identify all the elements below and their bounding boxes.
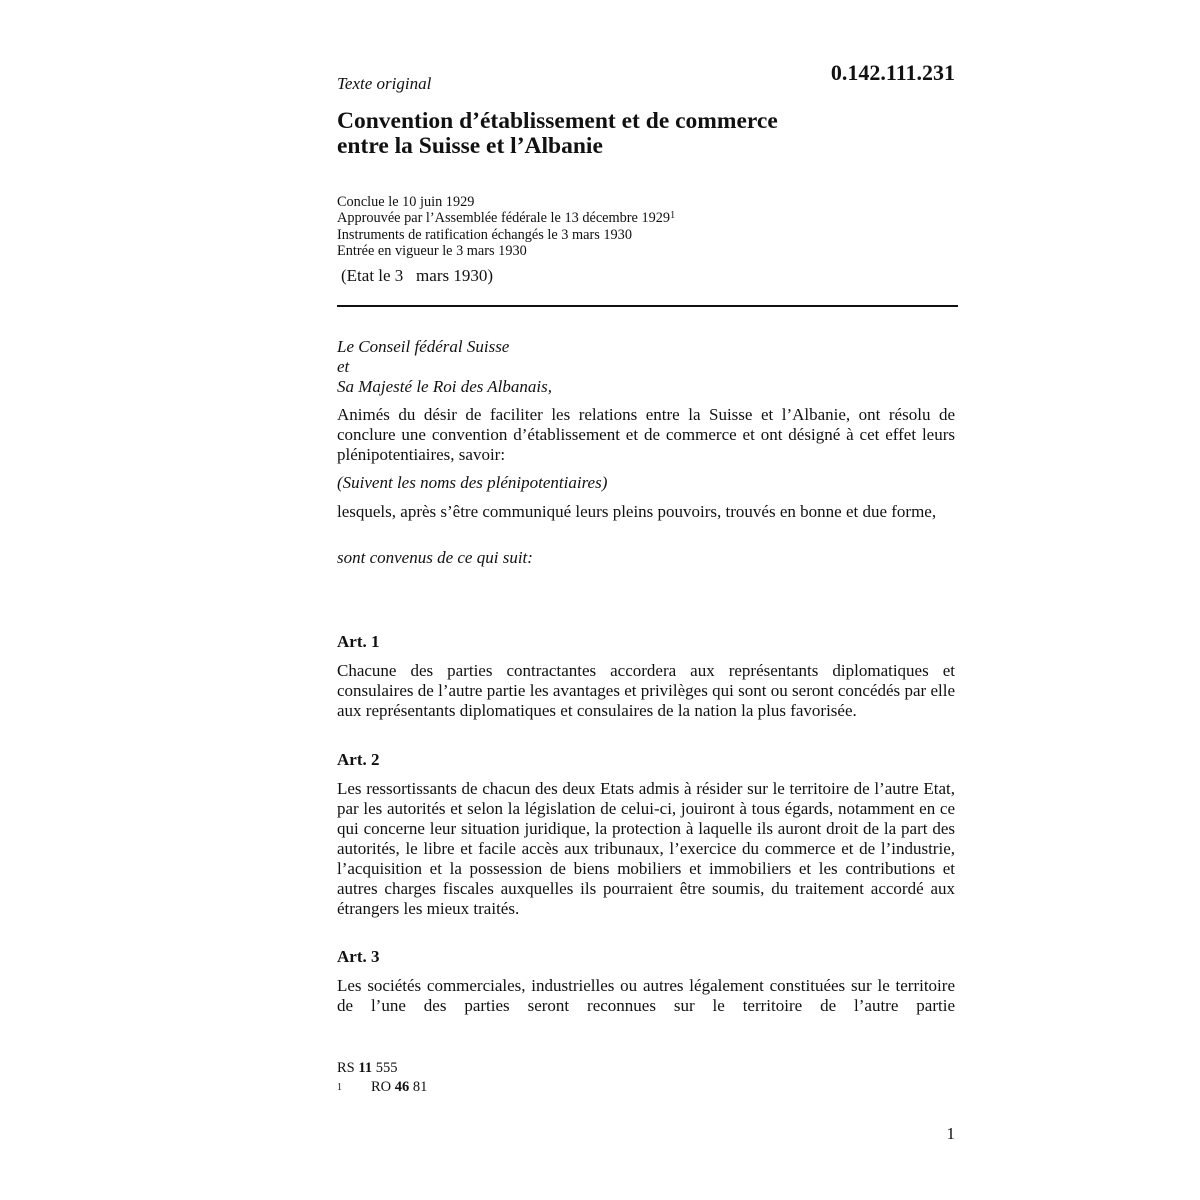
agreement-clause: sont convenus de ce qui suit: — [337, 548, 533, 567]
rs-reference — [337, 1059, 427, 1078]
article-3-heading: Art. 3 — [337, 947, 380, 966]
entry-into-force: Entrée en vigueur le 3 mars 1930 — [337, 243, 527, 260]
footnote-1-volume: 46 — [394, 1079, 410, 1095]
article-1-heading: Art. 1 — [337, 632, 380, 651]
party-conjunction: et — [337, 357, 350, 376]
approval-text: Approuvée par l’Assemblée fédérale le 13 décembre 1929 — [337, 210, 671, 227]
article-1-text: Chacune des parties contractantes accordera aux représentants diplomatiques et consulaires de l’autre partie les avantages et privilèges qui sont ou seront concédés par elle aux représentants diplomatiques et consulaires de la nation la plus favorisée. — [337, 661, 955, 720]
approval-footnote-ref[interactable]: 1 — [670, 210, 676, 222]
ratification-line: Instruments de ratification échangés le 3 mars 1930 — [337, 226, 632, 243]
footnote-1-prefix: RO — [371, 1079, 392, 1095]
rs-page: 555 — [375, 1060, 398, 1076]
preamble-paragraph: Animés du désir de faciliter les relations entre la Suisse et l’Albanie, ont résolu de conclure une convention d’établissement et de commerce et ont désigné à cet effet leurs plénipotentiaires, savoir: — [337, 405, 955, 464]
rs-prefix: RS — [337, 1060, 355, 1076]
footnote-1 — [337, 1078, 427, 1097]
concluded-date: Conclue le 10 juin 1929 — [337, 194, 475, 210]
contracting-parties — [337, 337, 552, 397]
article-3-text: Les sociétés commerciales, industrielles ou autres légalement constituées sur le territoire de l’une des parties seront reconnues sur le territoire de l’autre partie — [337, 976, 955, 1015]
document-metadata — [337, 194, 675, 260]
header-divider — [337, 305, 958, 307]
article-2-heading: Art. 2 — [337, 750, 380, 769]
footnote-1-page: 81 — [412, 1079, 428, 1095]
party-albania: Sa Majesté le Roi des Albanais, — [337, 377, 552, 396]
footnote-1-mark: 1 — [337, 1082, 342, 1093]
title-line-1: Convention d’établissement et de commerce — [337, 108, 778, 134]
title-line-2: entre la Suisse et l’Albanie — [337, 133, 603, 159]
original-text-label: Texte original — [337, 74, 432, 93]
version-state: (Etat le 3 mars 1930) — [341, 266, 494, 285]
document-title — [337, 109, 778, 159]
document-number: 0.142.111.231 — [830, 60, 955, 85]
approval-line — [337, 210, 675, 226]
party-switzerland: Le Conseil fédéral Suisse — [337, 337, 510, 356]
page-number: 1 — [946, 1124, 955, 1143]
footnotes — [337, 1059, 427, 1097]
plenipotentiaries-note: (Suivent les noms des plénipotentiaires) — [337, 473, 608, 492]
powers-paragraph: lesquels, après s’être communiqué leurs pleins pouvoirs, trouvés en bonne et due forme, — [337, 502, 937, 521]
rs-volume: 11 — [358, 1060, 373, 1076]
article-2-text: Les ressortissants de chacun des deux Etats admis à résider sur le territoire de l’autre Etat, par les autorités et selon la législation de celui-ci, jouiront à tous égards, notamment en ce qui concerne leur situation juridique, la protection à laquelle ils auront droit de la part des autorités, le libre et facile accès aux tribunaux, l’exercice du commerce et de l’industrie, l’acquisition et la possession de biens mobiliers et immobiliers et les contributions et autres charges fiscales auxquelles ils pourraient être soumis, du traitement accordé aux étrangers les mieux traités. — [337, 779, 955, 918]
